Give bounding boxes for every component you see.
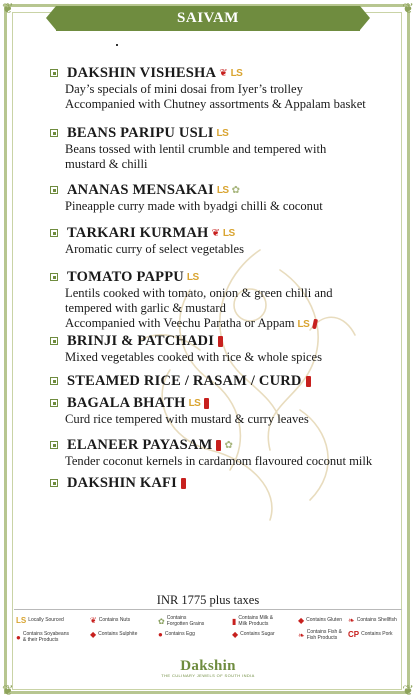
bullet-icon <box>50 229 58 237</box>
menu-item-description: Tender coconut kernels in cardamom flavoured coconut milk <box>65 454 373 468</box>
contains-milk-icon <box>181 478 186 489</box>
locally-sourced-icon: LS <box>216 184 229 196</box>
bullet-icon <box>50 337 58 345</box>
legend-item <box>348 618 397 624</box>
legend-symbol-icon: CP <box>348 630 360 639</box>
legend-symbol-icon: ❧ <box>348 616 355 625</box>
menu-item-name: TOMATO PAPPU <box>67 268 184 285</box>
legend-item <box>298 630 342 641</box>
menu-item-name: BRINJI & PATCHADI <box>67 332 215 349</box>
contains-milk-icon <box>204 398 209 409</box>
menu-item-name: BEANS PARIPU USLI <box>67 124 214 141</box>
corner-ornament-bottom-right: ❦ <box>402 683 414 699</box>
legend-label: Contains Shellfish <box>356 617 397 623</box>
legend-symbol-icon: ◆ <box>232 630 239 639</box>
legend-symbol-icon: LS <box>16 616 27 625</box>
corner-ornament-top-right: ❦ <box>402 1 414 17</box>
logo-tagline: THE CULINARY JEWELS OF SOUTH INDIA <box>161 673 255 678</box>
bullet-icon <box>50 441 58 449</box>
menu-item <box>50 332 380 365</box>
legend-label: Locally Sourced <box>28 617 64 623</box>
menu-item-name: DAKSHIN KAFI <box>67 474 177 491</box>
menu-item-description: Day’s specials of mini dosai from Iyer’s trolley <box>65 82 303 96</box>
menu-item-header <box>50 268 380 286</box>
menu-item-header <box>50 181 380 199</box>
legend-symbol-icon: ◆ <box>298 616 305 625</box>
menu-item <box>50 124 380 172</box>
legend-label: Contains Forgotten Grains <box>166 615 205 627</box>
menu-item <box>50 268 380 332</box>
corner-ornament-top-left: ❦ <box>2 1 14 17</box>
speck <box>116 44 118 46</box>
menu-item-description: tempered with garlic & mustard <box>65 301 226 315</box>
menu-item <box>50 474 380 492</box>
legend-item <box>232 616 273 627</box>
legend-item <box>298 618 342 624</box>
logo-name: Dakshin <box>180 658 236 674</box>
price: INR 1775 plus taxes <box>156 593 260 607</box>
legend-symbol-icon: ◆ <box>90 630 97 639</box>
menu-item <box>50 394 380 427</box>
legend-label: Contains Sulphite <box>98 631 138 637</box>
menu-item-description: Accompanied with Veechu Paratha or Appam LS <box>65 316 380 332</box>
menu-item-description: Beans tossed with lentil crumble and tempered with <box>65 142 327 156</box>
legend-symbol-icon: ✿ <box>158 616 165 626</box>
menu-item-name: ANANAS MENSAKAI <box>67 181 214 198</box>
legend-symbol-icon: ❧ <box>298 630 305 640</box>
bullet-icon <box>50 479 58 487</box>
menu-item-header <box>50 394 380 412</box>
menu-item-header <box>50 436 380 454</box>
bullet-icon <box>50 186 58 194</box>
legend-item <box>16 632 69 643</box>
menu-item <box>50 372 380 390</box>
legend-item <box>90 632 137 638</box>
contains-nuts-icon: ❦ <box>219 67 228 79</box>
forgotten-grains-icon: ✿ <box>224 439 233 451</box>
legend-symbol-icon: ❦ <box>90 616 97 625</box>
locally-sourced-icon: LS <box>297 318 310 330</box>
bullet-icon <box>50 129 58 137</box>
menu-item-description: Mixed vegetables cooked with rice & whole spices <box>65 350 323 364</box>
menu-item-header <box>50 372 380 390</box>
legend-symbol-icon: ▮ <box>232 616 237 626</box>
legend-label: Contains Milk & Milk Products <box>238 615 274 627</box>
locally-sourced-icon: LS <box>230 67 243 79</box>
contains-milk-icon <box>306 376 311 387</box>
legend-symbol-icon: ● <box>158 630 163 639</box>
menu-item-description: Aromatic curry of select vegetables <box>65 242 245 256</box>
locally-sourced-icon: LS <box>216 127 229 139</box>
legend-item <box>348 632 393 638</box>
legend-symbol-icon: ● <box>16 632 21 642</box>
menu-item-description: Lentils cooked with tomato, onion & green chilli and <box>65 286 333 300</box>
legend-item <box>16 618 64 624</box>
legend-label: Contains Soyabeans & their Products <box>22 631 69 643</box>
section-title: SAIVAM <box>56 6 360 31</box>
menu-item <box>50 224 380 257</box>
legend-item <box>232 632 275 638</box>
menu-item-name: STEAMED RICE / RASAM / CURD <box>67 372 302 389</box>
legend-divider <box>14 609 402 610</box>
contains-milk-icon <box>216 440 221 451</box>
bullet-icon <box>50 377 58 385</box>
chili-icon <box>312 319 318 330</box>
menu-item-description: Pineapple curry made with byadgi chilli & coconut <box>65 199 323 213</box>
menu-item <box>50 181 380 214</box>
menu-item-name: ELANEER PAYASAM <box>67 436 213 453</box>
locally-sourced-icon: LS <box>222 227 235 239</box>
menu-item-header <box>50 124 380 142</box>
legend-item <box>158 632 195 638</box>
legend-label: Contains Fish & Fish Products <box>306 629 342 641</box>
legend-label: Contains Nuts <box>98 617 131 623</box>
contains-nuts-icon: ❦ <box>211 227 220 239</box>
bullet-icon <box>50 399 58 407</box>
menu-item-name: BAGALA BHATH <box>67 394 186 411</box>
locally-sourced-icon: LS <box>186 271 199 283</box>
menu-item-description: mustard & chilli <box>65 157 148 171</box>
legend-item <box>158 616 204 627</box>
menu-item-header <box>50 224 380 242</box>
menu-item-name: DAKSHIN VISHESHA <box>67 64 217 81</box>
bullet-icon <box>50 69 58 77</box>
locally-sourced-icon: LS <box>188 397 201 409</box>
forgotten-grains-icon: ✿ <box>231 184 240 196</box>
legend-label: Contains Gluten <box>306 617 343 623</box>
menu-item-header <box>50 474 380 492</box>
corner-ornament-bottom-left: ❦ <box>2 683 14 699</box>
legend-label: Contains Egg <box>164 631 195 637</box>
menu-item-description: Accompanied with Chutney assortments & Appalam basket <box>65 97 366 111</box>
menu-item-header <box>50 332 380 350</box>
bullet-icon <box>50 273 58 281</box>
menu-item <box>50 64 380 112</box>
menu-item <box>50 436 380 469</box>
menu-item-description: Curd rice tempered with mustard & curry leaves <box>65 412 309 426</box>
dakshin-logo <box>0 658 416 678</box>
contains-milk-icon <box>218 336 223 347</box>
legend-label: Contains Pork <box>361 631 393 637</box>
menu-item-name: TARKARI KURMAH <box>67 224 209 241</box>
legend-label: Contains Sugar <box>240 631 275 637</box>
legend-item <box>90 618 130 624</box>
menu-item-header <box>50 64 380 82</box>
